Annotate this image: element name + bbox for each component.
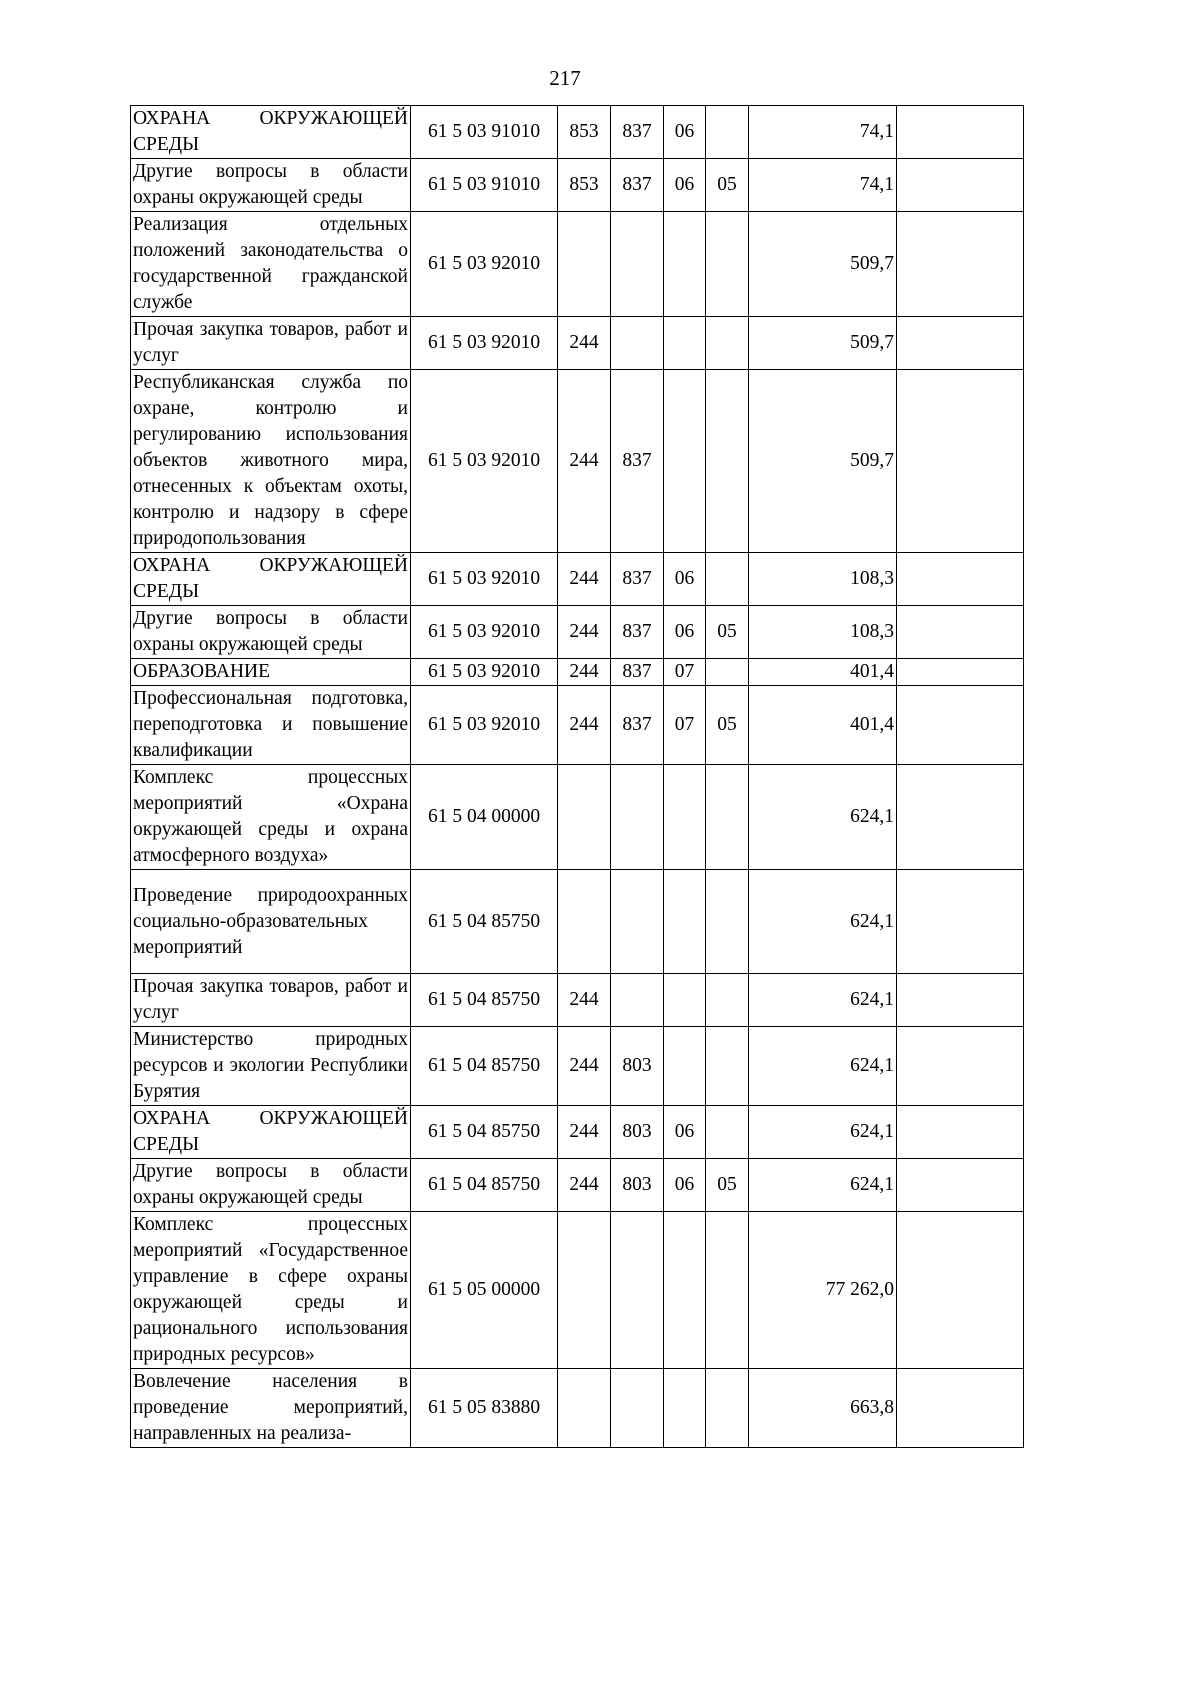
extra-cell — [897, 1027, 1024, 1106]
subsection-cell — [706, 765, 749, 870]
extra-cell — [897, 553, 1024, 606]
expense-type-cell: 244 — [558, 317, 611, 370]
section-cell — [664, 1212, 706, 1369]
subsection-cell — [706, 317, 749, 370]
amount-cell: 624,1 — [749, 1106, 897, 1159]
section-cell — [664, 212, 706, 317]
amount-cell: 624,1 — [749, 1027, 897, 1106]
target-code-cell: 61 5 03 91010 — [411, 106, 558, 159]
expense-type-cell: 244 — [558, 686, 611, 765]
extra-cell — [897, 659, 1024, 686]
ministry-code-cell: 837 — [611, 553, 664, 606]
row-name-cell: ОБРАЗОВАНИЕ — [131, 659, 411, 686]
amount-cell: 624,1 — [749, 765, 897, 870]
table-row — [131, 974, 1024, 1027]
table-row — [131, 212, 1024, 317]
target-code-cell: 61 5 03 92010 — [411, 659, 558, 686]
expense-type-cell — [558, 212, 611, 317]
expense-type-cell: 244 — [558, 553, 611, 606]
expense-type-cell — [558, 1369, 611, 1448]
target-code-cell: 61 5 05 83880 — [411, 1369, 558, 1448]
row-name-cell: Реализация отдельных положений законодательства о государственной гражданской службе — [131, 212, 411, 317]
table-row — [131, 1369, 1024, 1448]
row-name-cell: Профессиональная подготовка, переподготовка и повышение квалификации — [131, 686, 411, 765]
amount-cell: 624,1 — [749, 870, 897, 974]
section-cell: 06 — [664, 106, 706, 159]
target-code-cell: 61 5 04 85750 — [411, 1159, 558, 1212]
target-code-cell: 61 5 03 92010 — [411, 317, 558, 370]
extra-cell — [897, 686, 1024, 765]
section-cell: 06 — [664, 553, 706, 606]
amount-cell: 624,1 — [749, 1159, 897, 1212]
extra-cell — [897, 370, 1024, 553]
amount-cell: 108,3 — [749, 553, 897, 606]
table-row — [131, 159, 1024, 212]
subsection-cell — [706, 553, 749, 606]
target-code-cell: 61 5 04 85750 — [411, 1106, 558, 1159]
expense-type-cell: 244 — [558, 370, 611, 553]
row-name-cell: ОХРАНА ОКРУЖАЮЩЕЙ СРЕДЫ — [131, 553, 411, 606]
ministry-code-cell: 837 — [611, 606, 664, 659]
subsection-cell — [706, 974, 749, 1027]
ministry-code-cell — [611, 870, 664, 974]
extra-cell — [897, 212, 1024, 317]
row-name-cell: Министерство природных ресурсов и экологии Республики Бурятия — [131, 1027, 411, 1106]
expense-type-cell: 244 — [558, 1159, 611, 1212]
subsection-cell — [706, 1212, 749, 1369]
amount-cell: 74,1 — [749, 159, 897, 212]
amount-cell: 74,1 — [749, 106, 897, 159]
table-row — [131, 686, 1024, 765]
ministry-code-cell: 803 — [611, 1106, 664, 1159]
row-name-cell: ОХРАНА ОКРУЖАЮЩЕЙ СРЕДЫ — [131, 106, 411, 159]
row-name-cell: Вовлечение населения в проведение мероприятий, направленных на реализа- — [131, 1369, 411, 1448]
table-row — [131, 659, 1024, 686]
row-name-cell: Другие вопросы в области охраны окружающей среды — [131, 606, 411, 659]
section-cell: 07 — [664, 686, 706, 765]
extra-cell — [897, 974, 1024, 1027]
subsection-cell: 05 — [706, 686, 749, 765]
expense-type-cell: 244 — [558, 1106, 611, 1159]
table-row — [131, 1212, 1024, 1369]
ministry-code-cell: 803 — [611, 1159, 664, 1212]
extra-cell — [897, 317, 1024, 370]
target-code-cell: 61 5 05 00000 — [411, 1212, 558, 1369]
table-row — [131, 553, 1024, 606]
subsection-cell — [706, 212, 749, 317]
target-code-cell: 61 5 03 92010 — [411, 370, 558, 553]
extra-cell — [897, 765, 1024, 870]
ministry-code-cell: 837 — [611, 106, 664, 159]
page-number: 217 — [549, 66, 581, 90]
expense-type-cell: 853 — [558, 106, 611, 159]
row-name-cell: Другие вопросы в области охраны окружающей среды — [131, 1159, 411, 1212]
amount-cell: 509,7 — [749, 317, 897, 370]
amount-cell: 624,1 — [749, 974, 897, 1027]
subsection-cell — [706, 370, 749, 553]
expense-type-cell: 244 — [558, 1027, 611, 1106]
row-name-cell: Другие вопросы в области охраны окружающей среды — [131, 159, 411, 212]
section-cell — [664, 317, 706, 370]
table-row — [131, 1159, 1024, 1212]
row-name-cell: Прочая закупка товаров, работ и услуг — [131, 317, 411, 370]
table-row — [131, 317, 1024, 370]
section-cell — [664, 370, 706, 553]
section-cell — [664, 974, 706, 1027]
target-code-cell: 61 5 03 92010 — [411, 606, 558, 659]
target-code-cell: 61 5 03 92010 — [411, 212, 558, 317]
amount-cell: 509,7 — [749, 370, 897, 553]
table-row — [131, 106, 1024, 159]
ministry-code-cell: 837 — [611, 159, 664, 212]
extra-cell — [897, 1106, 1024, 1159]
row-name-cell: ОХРАНА ОКРУЖАЮЩЕЙ СРЕДЫ — [131, 1106, 411, 1159]
subsection-cell: 05 — [706, 1159, 749, 1212]
section-cell: 07 — [664, 659, 706, 686]
ministry-code-cell — [611, 212, 664, 317]
section-cell: 06 — [664, 606, 706, 659]
table-row — [131, 1027, 1024, 1106]
subsection-cell — [706, 1027, 749, 1106]
row-name-cell: Комплекс процессных мероприятий «Государственное управление в сфере охраны окружающей среды и рационального использования природных ресурсов» — [131, 1212, 411, 1369]
budget-table — [130, 105, 1024, 1448]
row-name-cell: Проведение природоохранных социально-образовательных мероприятий — [131, 870, 411, 974]
table-body — [131, 106, 1024, 1448]
subsection-cell — [706, 659, 749, 686]
target-code-cell: 61 5 03 92010 — [411, 686, 558, 765]
target-code-cell: 61 5 04 85750 — [411, 974, 558, 1027]
ministry-code-cell: 837 — [611, 370, 664, 553]
section-cell — [664, 765, 706, 870]
table-row — [131, 870, 1024, 974]
section-cell — [664, 870, 706, 974]
row-name-cell: Прочая закупка товаров, работ и услуг — [131, 974, 411, 1027]
subsection-cell — [706, 870, 749, 974]
ministry-code-cell: 837 — [611, 659, 664, 686]
target-code-cell: 61 5 04 85750 — [411, 870, 558, 974]
expense-type-cell — [558, 765, 611, 870]
ministry-code-cell — [611, 317, 664, 370]
ministry-code-cell: 837 — [611, 686, 664, 765]
table-row — [131, 370, 1024, 553]
table-row — [131, 606, 1024, 659]
amount-cell: 401,4 — [749, 686, 897, 765]
subsection-cell — [706, 1369, 749, 1448]
extra-cell — [897, 1369, 1024, 1448]
expense-type-cell: 853 — [558, 159, 611, 212]
section-cell: 06 — [664, 1159, 706, 1212]
extra-cell — [897, 106, 1024, 159]
expense-type-cell: 244 — [558, 606, 611, 659]
section-cell: 06 — [664, 159, 706, 212]
row-name-cell: Комплекс процессных мероприятий «Охрана окружающей среды и охрана атмосферного воздуха» — [131, 765, 411, 870]
amount-cell: 509,7 — [749, 212, 897, 317]
section-cell — [664, 1369, 706, 1448]
extra-cell — [897, 870, 1024, 974]
target-code-cell: 61 5 04 00000 — [411, 765, 558, 870]
amount-cell: 108,3 — [749, 606, 897, 659]
subsection-cell — [706, 106, 749, 159]
amount-cell: 663,8 — [749, 1369, 897, 1448]
amount-cell: 77 262,0 — [749, 1212, 897, 1369]
amount-cell: 401,4 — [749, 659, 897, 686]
section-cell: 06 — [664, 1106, 706, 1159]
expense-type-cell — [558, 1212, 611, 1369]
expense-type-cell: 244 — [558, 974, 611, 1027]
extra-cell — [897, 1159, 1024, 1212]
ministry-code-cell — [611, 765, 664, 870]
extra-cell — [897, 606, 1024, 659]
extra-cell — [897, 1212, 1024, 1369]
table-row — [131, 1106, 1024, 1159]
subsection-cell — [706, 1106, 749, 1159]
ministry-code-cell — [611, 1369, 664, 1448]
target-code-cell: 61 5 03 91010 — [411, 159, 558, 212]
subsection-cell: 05 — [706, 159, 749, 212]
subsection-cell: 05 — [706, 606, 749, 659]
extra-cell — [897, 159, 1024, 212]
ministry-code-cell — [611, 974, 664, 1027]
expense-type-cell: 244 — [558, 659, 611, 686]
target-code-cell: 61 5 03 92010 — [411, 553, 558, 606]
section-cell — [664, 1027, 706, 1106]
ministry-code-cell: 803 — [611, 1027, 664, 1106]
ministry-code-cell — [611, 1212, 664, 1369]
expense-type-cell — [558, 870, 611, 974]
row-name-cell: Республиканская служба по охране, контролю и регулированию использования объектов животного мира, отнесенных к объектам охоты, контролю и надзору в сфере природопользования — [131, 370, 411, 553]
target-code-cell: 61 5 04 85750 — [411, 1027, 558, 1106]
table-row — [131, 765, 1024, 870]
